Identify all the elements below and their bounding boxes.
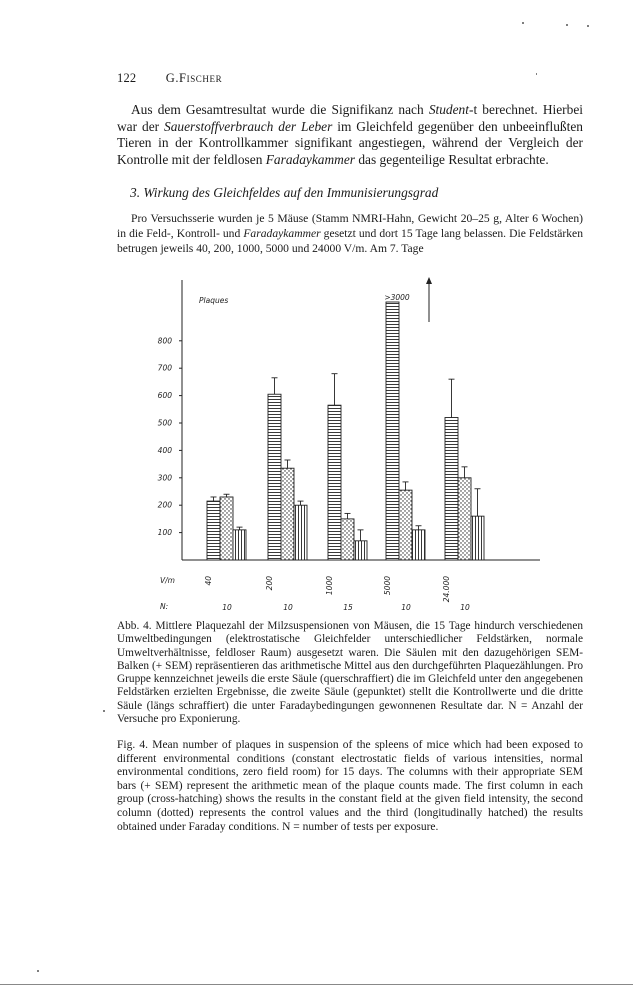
scan-edge-line (0, 984, 633, 985)
bar-overflow-annotation: >3000 (384, 293, 410, 302)
bar-cross-hatched (328, 405, 341, 560)
bar-dotted (281, 468, 294, 560)
bar-cross-hatched (268, 394, 281, 560)
x-category-label: 40 (204, 576, 213, 586)
caption-english: Fig. 4. Mean number of plaques in suspension of the spleens of mice which had been exposed to different environmental conditions (constant electrostatic fields of various intensities, normal environmental conditions, zero field room) for 15 days. The columns with their appropriate SEM bars (+ SEM) represent the arithmetic mean of the plaque counts made. The first column in each group (cross-hatching) shows the results in the constant field at the given field intensity, the second column (dotted) represents the control values and the third (longitudinally hatched) the results obtained under Faraday conditions. N = number of tests per exposure. (117, 739, 583, 833)
bar-cross-hatched (386, 302, 399, 560)
n-value-label: 10 (222, 603, 232, 612)
x-category-label: 5000 (383, 576, 392, 596)
paragraph-methods: Pro Versuchsserie wurden je 5 Mäuse (Stamm NMRI-Hahn, Gewicht 20–25 g, Alter 6 Wochen) in die Feld-, Kontroll- und Faradaykammer gesetzt und dort 15 Tage lang belassen. Die Feldstärken betrugen jeweils 40, 200, 1000, 5000 und 24000 V/m. Am 7. Tage (117, 212, 583, 255)
scan-speck (566, 24, 568, 26)
overflow-arrow (426, 277, 432, 284)
n-row-label: N: (160, 602, 169, 611)
y-tick-label: 400 (157, 445, 172, 455)
bar-cross-hatched (445, 418, 458, 560)
bar-longitudinal (412, 530, 425, 560)
bar-longitudinal (354, 541, 367, 560)
bar-cross-hatched (207, 501, 220, 560)
scan-speck (522, 22, 524, 24)
n-value-label: 10 (460, 603, 470, 612)
scan-speck (103, 710, 105, 712)
section-heading: 3. Wirkung des Gleichfeldes auf den Immunisierungsgrad (130, 185, 439, 200)
scan-speck (37, 970, 39, 972)
y-tick-label: 300 (157, 473, 172, 483)
n-value-label: 10 (283, 603, 293, 612)
bar-dotted (458, 478, 471, 560)
y-axis-label: Plaques (199, 296, 229, 305)
page-header (117, 71, 222, 86)
y-tick-label: 100 (157, 528, 172, 538)
running-author: G.Fischer (165, 71, 223, 85)
scan-speck (536, 73, 537, 75)
y-tick-label: 600 (157, 391, 172, 401)
bar-longitudinal (233, 530, 246, 560)
bar-dotted (399, 490, 412, 560)
scan-speck (587, 25, 589, 27)
y-tick-label: 800 (157, 336, 172, 346)
y-tick-label: 700 (157, 363, 172, 373)
bar-dotted (220, 497, 233, 560)
n-value-label: 10 (401, 603, 411, 612)
bar-longitudinal (471, 516, 484, 560)
x-category-label: 200 (265, 576, 274, 591)
bar-longitudinal (294, 505, 307, 560)
x-category-label: 1000 (325, 576, 334, 596)
bar-chart-svg (150, 272, 550, 617)
n-value-label: 15 (343, 603, 353, 612)
x-axis-unit-label: V/m (160, 576, 175, 585)
bar-dotted (341, 519, 354, 560)
page-number: 122 (117, 71, 137, 85)
y-tick-label: 200 (157, 500, 172, 510)
figure-4-chart (150, 272, 550, 617)
y-tick-label: 500 (157, 418, 172, 428)
x-category-label: 24.000 (442, 576, 451, 603)
caption-german: Abb. 4. Mittlere Plaquezahl der Milzsuspensionen von Mäusen, die 15 Tage hindurch verschiedenen Umweltbedingungen (elektrostatische Gleichfelder unterschiedlicher Feldstärken, normale Umweltverhältnisse, feldloser Raum) ausgesetzt waren. Die Säulen mit den dazugehörigen SEM-Balken (+ SEM) repräsentieren das arithmetische Mittel aus den durchgeführten Plaquezählungen. Pro Gruppe kennzeichnet jeweils die erste Säule (querschraffiert) die im Gleichfeld unter den angegebenen Feldstärken erzielten Ergebnisse, die zweite Säule (gepunktet) stellt die Kontrollwerte und die dritte Säule (längs schraffiert) die unter Faradaybedingungen gewonnenen Resultate dar. N = Anzahl der Versuche pro Exponierung. (117, 620, 583, 726)
paragraph-significance: Aus dem Gesamtresultat wurde die Signifikanz nach Student-t berechnet. Hierbei war der Sauerstoffverbrauch der Leber im Gleichfeld gegenüber den unbeeinflußten Tieren in der Kontrollkammer signifikant angestiegen, während der Vergleich der Kontrolle mit der feldlosen Faradaykammer das gegenteilige Resultat erbrachte. (117, 102, 583, 167)
